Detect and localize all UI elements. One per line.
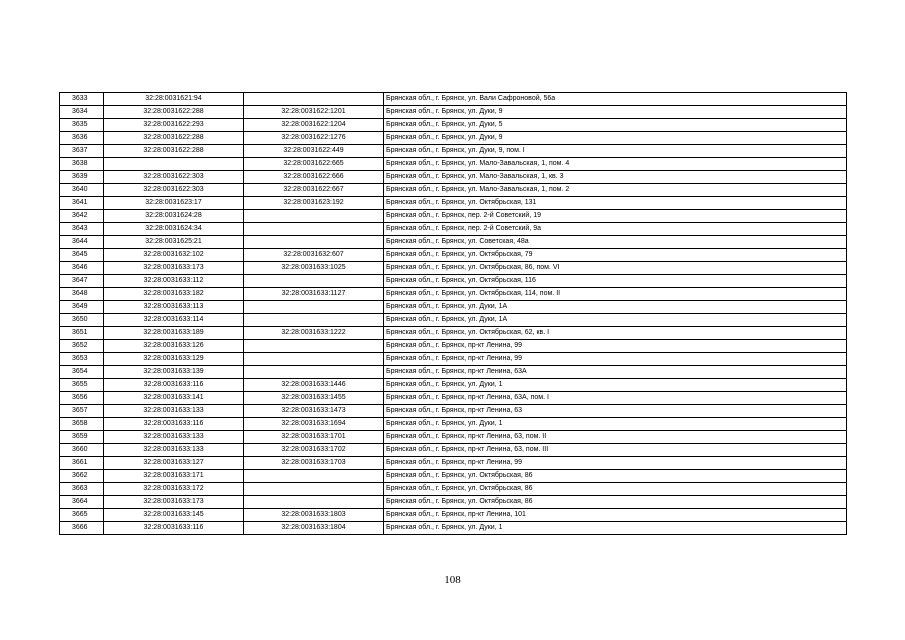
row-number-cell: 3666 [60,522,104,535]
table-row [60,223,847,236]
related-cadastral-number-cell [244,353,384,366]
row-number-cell: 3642 [60,210,104,223]
address-cell: Брянская обл., г. Брянск, пр-кт Ленина, 63, пом. II [384,431,847,444]
row-number-cell: 3641 [60,197,104,210]
cadastral-number-cell: 32:28:0031633:114 [104,314,244,327]
table-row [60,483,847,496]
related-cadastral-number-cell [244,236,384,249]
table-row [60,470,847,483]
address-cell: Брянская обл., г. Брянск, ул. Октябрьская, 116 [384,275,847,288]
related-cadastral-number-cell: 32:28:0031633:1703 [244,457,384,470]
cadastral-number-cell: 32:28:0031633:127 [104,457,244,470]
row-number-cell: 3648 [60,288,104,301]
table-row [60,509,847,522]
table-row [60,197,847,210]
table-row [60,171,847,184]
address-cell: Брянская обл., г. Брянск, ул. Дуки, 9, пом. I [384,145,847,158]
row-number-cell: 3651 [60,327,104,340]
related-cadastral-number-cell: 32:28:0031622:1276 [244,132,384,145]
row-number-cell: 3650 [60,314,104,327]
table-row [60,431,847,444]
row-number-cell: 3639 [60,171,104,184]
cadastral-number-cell: 32:28:0031633:129 [104,353,244,366]
cadastral-number-cell: 32:28:0031622:288 [104,106,244,119]
related-cadastral-number-cell [244,340,384,353]
address-cell: Брянская обл., г. Брянск, ул. Октябрьская, 114, пом. II [384,288,847,301]
cadastral-number-cell: 32:28:0031622:288 [104,145,244,158]
related-cadastral-number-cell: 32:28:0031633:1473 [244,405,384,418]
address-cell: Брянская обл., г. Брянск, ул. Октябрьская, 62, кв. I [384,327,847,340]
row-number-cell: 3640 [60,184,104,197]
related-cadastral-number-cell: 32:28:0031633:1803 [244,509,384,522]
cadastral-number-cell: 32:28:0031633:133 [104,405,244,418]
cadastral-number-cell: 32:28:0031633:145 [104,509,244,522]
related-cadastral-number-cell: 32:28:0031622:666 [244,171,384,184]
row-number-cell: 3635 [60,119,104,132]
row-number-cell: 3644 [60,236,104,249]
address-cell: Брянская обл., г. Брянск, ул. Октябрьская, 131 [384,197,847,210]
related-cadastral-number-cell: 32:28:0031633:1701 [244,431,384,444]
related-cadastral-number-cell: 32:28:0031622:1201 [244,106,384,119]
address-cell: Брянская обл., г. Брянск, пр-кт Ленина, 63, пом. III [384,444,847,457]
cadastral-number-cell: 32:28:0031622:303 [104,184,244,197]
address-cell: Брянская обл., г. Брянск, ул. Дуки, 1А [384,301,847,314]
cadastral-number-cell: 32:28:0031623:17 [104,197,244,210]
cadastral-number-cell: 32:28:0031633:112 [104,275,244,288]
table-row [60,132,847,145]
table-row [60,522,847,535]
row-number-cell: 3633 [60,93,104,106]
address-cell: Брянская обл., г. Брянск, ул. Октябрьская, 86 [384,483,847,496]
table-row [60,249,847,262]
related-cadastral-number-cell: 32:28:0031622:1204 [244,119,384,132]
address-cell: Брянская обл., г. Брянск, пр-кт Ленина, 63А [384,366,847,379]
row-number-cell: 3655 [60,379,104,392]
row-number-cell: 3647 [60,275,104,288]
row-number-cell: 3656 [60,392,104,405]
cadastral-number-cell: 32:28:0031633:116 [104,522,244,535]
row-number-cell: 3636 [60,132,104,145]
table-row [60,444,847,457]
address-cell: Брянская обл., г. Брянск, пр-кт Ленина, 63 [384,405,847,418]
cadastral-number-cell: 32:28:0031633:113 [104,301,244,314]
address-cell: Брянская обл., г. Брянск, ул. Октябрьская, 86, пом. VI [384,262,847,275]
row-number-cell: 3657 [60,405,104,418]
table-row [60,418,847,431]
address-cell: Брянская обл., г. Брянск, пр-кт Ленина, 99 [384,353,847,366]
table-row [60,314,847,327]
row-number-cell: 3637 [60,145,104,158]
table-body [60,93,847,535]
address-cell: Брянская обл., г. Брянск, ул. Дуки, 5 [384,119,847,132]
row-number-cell: 3659 [60,431,104,444]
cadastral-number-cell: 32:28:0031633:133 [104,444,244,457]
related-cadastral-number-cell: 32:28:0031632:607 [244,249,384,262]
cadastral-number-cell: 32:28:0031632:102 [104,249,244,262]
related-cadastral-number-cell [244,223,384,236]
address-cell: Брянская обл., г. Брянск, ул. Октябрьская, 86 [384,496,847,509]
row-number-cell: 3649 [60,301,104,314]
address-cell: Брянская обл., г. Брянск, ул. Вали Сафроновой, 56а [384,93,847,106]
related-cadastral-number-cell [244,470,384,483]
table-row [60,106,847,119]
address-cell: Брянская обл., г. Брянск, пер. 2-й Советский, 19 [384,210,847,223]
table-row [60,288,847,301]
row-number-cell: 3645 [60,249,104,262]
cadastral-number-cell: 32:28:0031633:173 [104,262,244,275]
row-number-cell: 3664 [60,496,104,509]
table-row [60,353,847,366]
table-row [60,379,847,392]
address-cell: Брянская обл., г. Брянск, ул. Дуки, 9 [384,132,847,145]
page-number: 108 [444,574,461,586]
related-cadastral-number-cell: 32:28:0031633:1222 [244,327,384,340]
related-cadastral-number-cell [244,314,384,327]
table-row [60,327,847,340]
related-cadastral-number-cell [244,483,384,496]
cadastral-number-cell: 32:28:0031633:116 [104,418,244,431]
cadastral-number-cell: 32:28:0031622:293 [104,119,244,132]
related-cadastral-number-cell [244,301,384,314]
table-row [60,93,847,106]
related-cadastral-number-cell: 32:28:0031622:449 [244,145,384,158]
address-cell: Брянская обл., г. Брянск, ул. Дуки, 1 [384,379,847,392]
table-row [60,457,847,470]
related-cadastral-number-cell [244,275,384,288]
related-cadastral-number-cell: 32:28:0031622:665 [244,158,384,171]
table-row [60,158,847,171]
table-row [60,262,847,275]
address-cell: Брянская обл., г. Брянск, ул. Дуки, 1 [384,522,847,535]
table-row [60,340,847,353]
address-cell: Брянская обл., г. Брянск, ул. Мало-Завальская, 1, кв. 3 [384,171,847,184]
related-cadastral-number-cell: 32:28:0031633:1455 [244,392,384,405]
row-number-cell: 3658 [60,418,104,431]
cadastral-number-cell: 32:28:0031624:28 [104,210,244,223]
table-row [60,275,847,288]
address-cell: Брянская обл., г. Брянск, ул. Мало-Завальская, 1, пом. 2 [384,184,847,197]
table-row [60,392,847,405]
address-cell: Брянская обл., г. Брянск, пр-кт Ленина, 99 [384,457,847,470]
cadastral-number-cell: 32:28:0031624:34 [104,223,244,236]
related-cadastral-number-cell: 32:28:0031633:1694 [244,418,384,431]
address-cell: Брянская обл., г. Брянск, ул. Дуки, 1А [384,314,847,327]
cadastral-number-cell: 32:28:0031622:288 [104,132,244,145]
cadastral-number-cell: 32:28:0031621:94 [104,93,244,106]
cadastral-number-cell: 32:28:0031633:139 [104,366,244,379]
related-cadastral-number-cell: 32:28:0031633:1804 [244,522,384,535]
related-cadastral-number-cell: 32:28:0031623:192 [244,197,384,210]
address-cell: Брянская обл., г. Брянск, ул. Советская, 48а [384,236,847,249]
address-table [59,92,847,535]
cadastral-number-cell: 32:28:0031633:189 [104,327,244,340]
related-cadastral-number-cell [244,210,384,223]
related-cadastral-number-cell: 32:28:0031633:1127 [244,288,384,301]
table-row [60,405,847,418]
row-number-cell: 3653 [60,353,104,366]
address-cell: Брянская обл., г. Брянск, ул. Дуки, 9 [384,106,847,119]
row-number-cell: 3634 [60,106,104,119]
row-number-cell: 3665 [60,509,104,522]
row-number-cell: 3662 [60,470,104,483]
table-row [60,366,847,379]
table-row [60,301,847,314]
address-cell: Брянская обл., г. Брянск, пр-кт Ленина, 99 [384,340,847,353]
address-cell: Брянская обл., г. Брянск, ул. Мало-Завальская, 1, пом. 4 [384,158,847,171]
cadastral-number-cell: 32:28:0031633:126 [104,340,244,353]
table-row [60,145,847,158]
related-cadastral-number-cell [244,366,384,379]
row-number-cell: 3646 [60,262,104,275]
row-number-cell: 3660 [60,444,104,457]
cadastral-number-cell: 32:28:0031633:173 [104,496,244,509]
related-cadastral-number-cell: 32:28:0031622:667 [244,184,384,197]
cadastral-number-cell: 32:28:0031625:21 [104,236,244,249]
cadastral-number-cell: 32:28:0031633:172 [104,483,244,496]
related-cadastral-number-cell [244,93,384,106]
cadastral-number-cell: 32:28:0031633:116 [104,379,244,392]
row-number-cell: 3643 [60,223,104,236]
table-row [60,236,847,249]
cadastral-number-cell: 32:28:0031622:303 [104,171,244,184]
address-cell: Брянская обл., г. Брянск, ул. Дуки, 1 [384,418,847,431]
address-cell: Брянская обл., г. Брянск, пр-кт Ленина, 101 [384,509,847,522]
cadastral-number-cell [104,158,244,171]
table-row [60,210,847,223]
cadastral-number-cell: 32:28:0031633:133 [104,431,244,444]
row-number-cell: 3654 [60,366,104,379]
table-row [60,184,847,197]
address-cell: Брянская обл., г. Брянск, пр-кт Ленина, 63А, пом. I [384,392,847,405]
related-cadastral-number-cell: 32:28:0031633:1025 [244,262,384,275]
address-cell: Брянская обл., г. Брянск, ул. Октябрьская, 86 [384,470,847,483]
row-number-cell: 3652 [60,340,104,353]
row-number-cell: 3661 [60,457,104,470]
cadastral-number-cell: 32:28:0031633:141 [104,392,244,405]
related-cadastral-number-cell [244,496,384,509]
related-cadastral-number-cell: 32:28:0031633:1702 [244,444,384,457]
cadastral-number-cell: 32:28:0031633:182 [104,288,244,301]
table-row [60,496,847,509]
row-number-cell: 3663 [60,483,104,496]
related-cadastral-number-cell: 32:28:0031633:1446 [244,379,384,392]
cadastral-number-cell: 32:28:0031633:171 [104,470,244,483]
row-number-cell: 3638 [60,158,104,171]
address-cell: Брянская обл., г. Брянск, пер. 2-й Советский, 9а [384,223,847,236]
table-row [60,119,847,132]
address-cell: Брянская обл., г. Брянск, ул. Октябрьская, 79 [384,249,847,262]
